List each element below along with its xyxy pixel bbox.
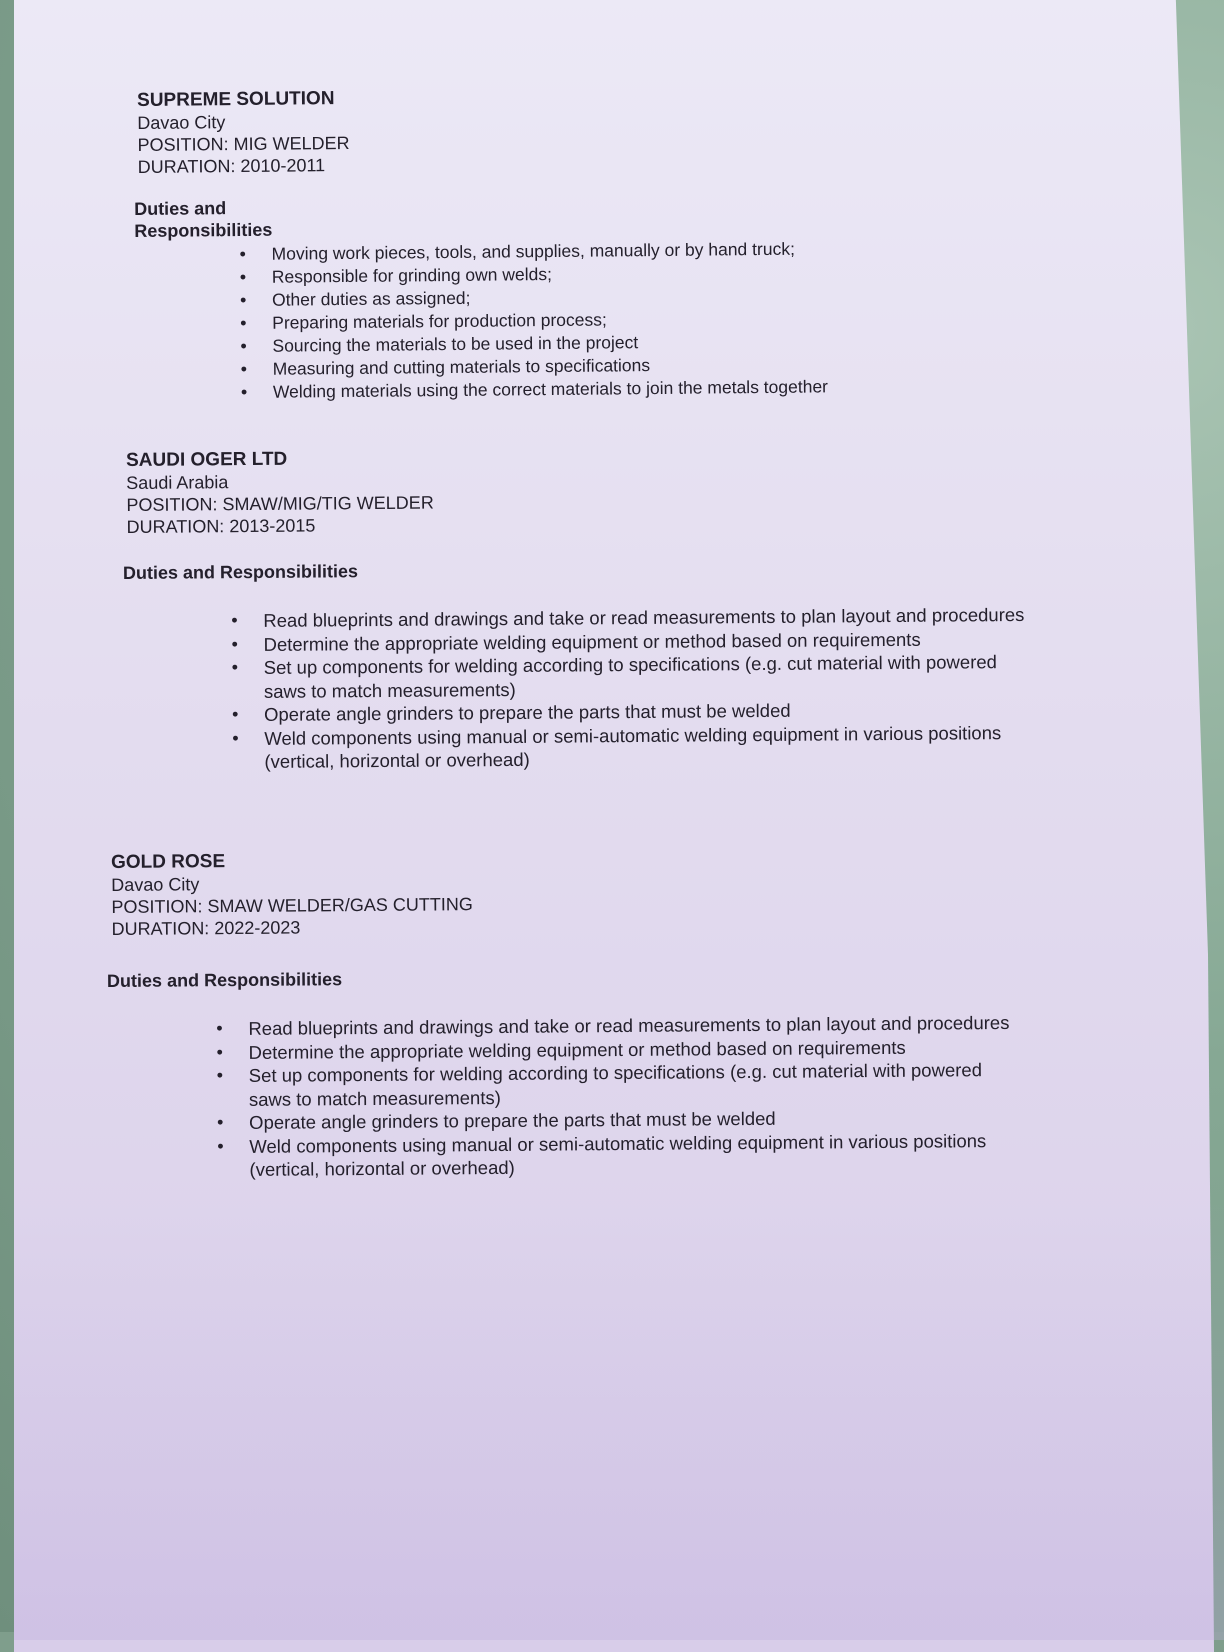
duties-list [239, 235, 1043, 403]
job-position: POSITION: SMAW WELDER/GAS CUTTING [111, 894, 473, 917]
duty-text: Operate angle grinders to prepare the parts that must be welded [249, 1107, 776, 1133]
company-name: SUPREME SOLUTION [137, 88, 335, 111]
company-location: Davao City [137, 112, 226, 133]
bullet-icon: • [239, 243, 246, 265]
bullet-icon: • [232, 727, 239, 748]
duty-text: Sourcing the materials to be used in the project [272, 332, 639, 356]
duty-text: Welding materials using the correct materials to join the metals together [272, 376, 829, 402]
job-entry-saudi-oger [122, 448, 1025, 772]
duty-text: Measuring and cutting materials to specifications [272, 355, 651, 379]
bullet-icon: • [239, 289, 247, 311]
duty-item [216, 1058, 1019, 1111]
bullet-icon: • [240, 335, 247, 357]
company-location: Saudi Arabia [126, 472, 229, 493]
company-name: SAUDI OGER LTD [126, 448, 288, 471]
duty-text: Determine the appropriate welding equipment or method based on requirements [248, 1036, 906, 1063]
duty-text: Operate angle grinders to prepare the parts that must be welded [263, 699, 791, 725]
duty-item [232, 720, 1034, 773]
bullet-icon: • [240, 381, 248, 403]
duty-item [217, 1128, 1019, 1181]
company-name: GOLD ROSE [111, 851, 226, 873]
bullet-icon: • [216, 1041, 223, 1062]
bullet-icon: • [239, 266, 247, 288]
bullet-icon: • [217, 1135, 224, 1156]
job-entry-gold-rose [106, 849, 1010, 1180]
duty-item [231, 650, 1034, 703]
duties-list [216, 1011, 1019, 1182]
duty-text: Weld components using manual or semi-automatic welding equipment in various positions (vertical, horizontal or overhead) [249, 1129, 987, 1180]
company-location: Davao City [111, 874, 200, 895]
bullet-icon: • [217, 1112, 224, 1133]
bullet-icon: • [216, 1065, 224, 1086]
duties-list [231, 603, 1034, 774]
duty-text: Weld components using manual or semi-automatic welding equipment in various positions (vertical, horizontal or overhead) [264, 721, 1002, 772]
bullet-icon: • [240, 358, 248, 380]
duty-text: Moving work pieces, tools, and supplies, manually or by hand truck; [271, 238, 795, 264]
bullet-icon: • [240, 312, 247, 334]
bullet-icon: • [231, 704, 239, 725]
duty-text: Set up components for welding according to specifications (e.g. cut material with powered saws to match measurements) [263, 651, 997, 702]
job-duration: DURATION: 2013-2015 [126, 515, 316, 537]
duty-text: Determine the appropriate welding equipment or method based on requirements [263, 628, 921, 655]
duty-text: Read blueprints and drawings and take or read measurements to plan layout and procedures [248, 1011, 1010, 1039]
bullet-icon: • [216, 1018, 223, 1039]
job-duration: DURATION: 2010-2011 [137, 155, 326, 177]
job-duration: DURATION: 2022-2023 [111, 917, 301, 939]
job-position: POSITION: MIG WELDER [137, 132, 350, 155]
duty-text: Other duties as assigned; [271, 287, 471, 310]
bullet-icon: • [231, 610, 238, 631]
duties-heading: Duties and Responsibilities [134, 198, 273, 242]
duty-text: Preparing materials for production process; [272, 309, 607, 333]
bullet-icon: • [231, 633, 238, 654]
job-position: POSITION: SMAW/MIG/TIG WELDER [126, 492, 434, 515]
job-entry-supreme-solution [134, 88, 829, 403]
bullet-icon: • [231, 657, 239, 678]
duty-text: Responsible for grinding own welds; [271, 264, 553, 287]
duties-heading: Duties and Responsibilities [106, 969, 343, 992]
duties-heading: Duties and Responsibilities [122, 561, 359, 584]
duty-text: Set up components for welding according to specifications (e.g. cut material with powered saws to match measurements) [248, 1059, 983, 1110]
duty-text: Read blueprints and drawings and take or read measurements to plan layout and procedures [263, 603, 1025, 631]
